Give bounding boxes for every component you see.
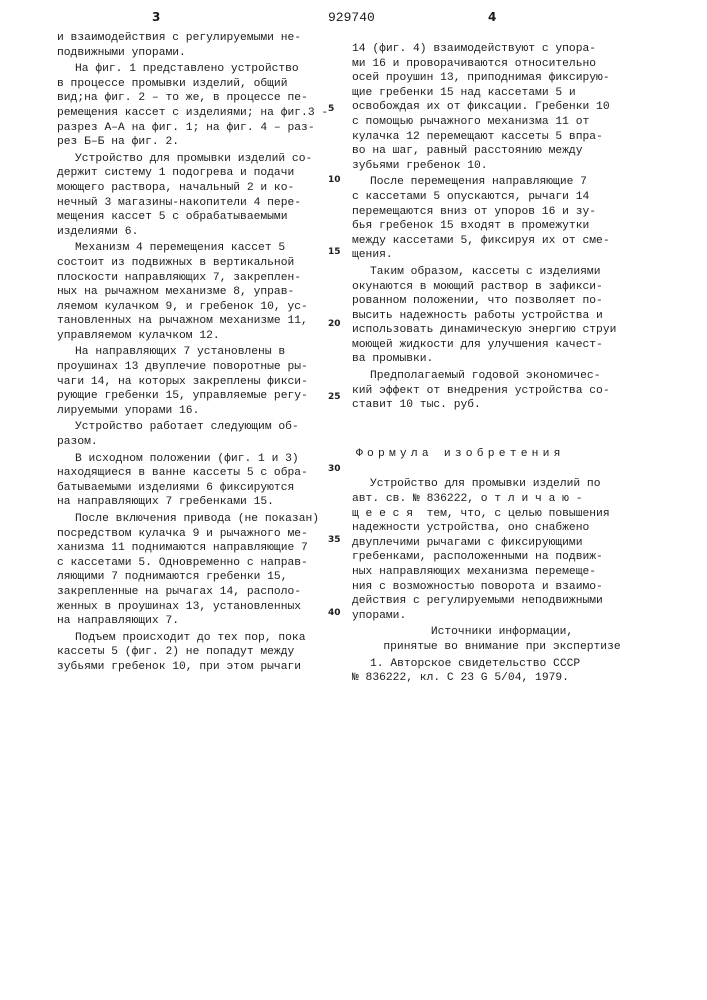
paragraph [352, 369, 652, 413]
text-line: посредством кулачка 9 и рычажного ме- [57, 527, 332, 542]
text-line: в процессе промывки изделий, общий [57, 77, 332, 92]
text-line: окунаются в моющий раствор в зафикси- [352, 280, 652, 295]
line-mark: 5 [328, 104, 334, 114]
text-line: ва промывки. [352, 352, 652, 367]
text-line: разом. [57, 435, 332, 450]
line-mark: 25 [328, 392, 341, 402]
right-column [352, 40, 652, 686]
text-line: ставит 10 тыс. руб. [352, 398, 652, 413]
text-line: ляемом кулачком 9, и гребенок 10, ус- [57, 300, 332, 315]
text-line: состоит из подвижных в вертикальной [57, 256, 332, 271]
paragraph [57, 631, 332, 675]
text-line: освобождая их от фиксации. Гребенки 10 [352, 100, 652, 115]
text-line: подвижными упорами. [57, 46, 332, 61]
text-line: Предполагаемый годовой экономичес- [352, 369, 652, 384]
text-line: щ е е с я тем, что, с целью повышения [352, 507, 652, 522]
left-column [57, 29, 332, 675]
text-line: закрепленные на рычагах 14, располо- [57, 585, 332, 600]
text-line: батываемыми изделиями 6 фиксируются [57, 481, 332, 496]
paragraph [352, 477, 652, 623]
page-number-right: 4 [488, 10, 496, 24]
text-line: рующие гребенки 15, управляемые регу- [57, 389, 332, 404]
text-line: В исходном положении (фиг. 1 и 3) [57, 452, 332, 467]
text-line: перемещаются вниз от упоров 16 и зу- [352, 205, 652, 220]
text-line: ния с возможностью поворота и взаимо- [352, 580, 652, 595]
line-mark: 10 [328, 175, 341, 185]
text-line: чаги 14, на которых закреплены фикси- [57, 375, 332, 390]
text-line: нечный 3 магазины-накопители 4 пере- [57, 196, 332, 211]
text-line: управляемом кулачком 12. [57, 329, 332, 344]
text-line: упорами. [352, 609, 652, 624]
text-line: Таким образом, кассеты с изделиями [352, 265, 652, 280]
paragraph [352, 42, 652, 173]
text-line: между кассетами 5, фиксируя их от сме- [352, 234, 652, 249]
text-line: рованном положении, что позволяет по- [352, 294, 652, 309]
text-line: На направляющих 7 установлены в [57, 345, 332, 360]
text-line: После перемещения направляющие 7 [352, 175, 652, 190]
text-line: После включения привода (не показан) [57, 512, 332, 527]
text-line: ляющими 7 поднимаются гребенки 15, [57, 570, 332, 585]
text-line: на направляющих 7. [57, 614, 332, 629]
text-line: и взаимодействия с регулируемыми не- [57, 31, 332, 46]
text-line: моющей жидкости для улучшения качест- [352, 338, 652, 353]
text-line: ремещения кассет с изделиями; на фиг.3 - [57, 106, 332, 121]
line-mark: 35 [328, 535, 341, 545]
text-line: бья гребенок 15 входят в промежутки [352, 219, 652, 234]
paragraph [352, 175, 652, 263]
text-line: держит систему 1 подогрева и подачи [57, 166, 332, 181]
paragraph [57, 152, 332, 240]
text-line: ми 16 и проворачиваются относительно [352, 57, 652, 72]
text-line: Механизм 4 перемещения кассет 5 [57, 241, 332, 256]
page-number-left: 3 [152, 10, 160, 24]
text-line: ных направляющих механизма перемеще- [352, 565, 652, 580]
text-line: осей проушин 13, приподнимая фиксирую- [352, 71, 652, 86]
text-line: На фиг. 1 представлено устройство [57, 62, 332, 77]
paragraph [352, 625, 652, 654]
text-line: вид;на фиг. 2 – то же, в процессе пе- [57, 91, 332, 106]
text-line: во на шаг, равный расстоянию между [352, 144, 652, 159]
text-line: авт. св. № 836222, о т л и ч а ю - [352, 492, 652, 507]
text-line: с кассетами 5. Одновременно с направ- [57, 556, 332, 571]
text-line: использовать динамическую энергию струи [352, 323, 652, 338]
paragraph [352, 265, 652, 367]
paragraph [57, 345, 332, 418]
text-line: 14 (фиг. 4) взаимодействуют с упора- [352, 42, 652, 57]
text-line: щения. [352, 248, 652, 263]
text-line: находящиеся в ванне кассеты 5 с обра- [57, 466, 332, 481]
line-mark: 15 [328, 247, 341, 257]
text-line: ных на рычажном механизме 8, управ- [57, 285, 332, 300]
paragraph [57, 241, 332, 343]
text-line: проушинах 13 двуплечие поворотные ры- [57, 360, 332, 375]
patent-number: 929740 [328, 10, 375, 25]
text-line: тановленных на рычажном механизме 11, [57, 314, 332, 329]
text-line: зубьями гребенок 10, при этом рычаги [57, 660, 332, 675]
text-line: разрез А–А на фиг. 1; на фиг. 4 – раз- [57, 121, 332, 136]
text-line: надежности устройства, оно снабжено [352, 521, 652, 536]
text-line: женных в проушинах 13, установленных [57, 600, 332, 615]
text-line: Подъем происходит до тех пор, пока [57, 631, 332, 646]
section-heading [352, 447, 652, 462]
text-line: щие гребенки 15 над кассетами 5 и [352, 86, 652, 101]
text-line: с кассетами 5 опускаются, рычаги 14 [352, 190, 652, 205]
text-line: Источники информации, [352, 625, 652, 640]
paragraph [57, 420, 332, 449]
paragraph [57, 512, 332, 629]
line-mark: 20 [328, 319, 341, 329]
paragraph [352, 657, 652, 686]
text-line: гребенками, расположенными на подвиж- [352, 550, 652, 565]
paragraph [57, 452, 332, 510]
text-line: мещения кассет 5 с обрабатываемыми [57, 210, 332, 225]
text-line: принятые во внимание при экспертизе [352, 640, 652, 655]
text-line: на направляющих 7 гребенками 15. [57, 495, 332, 510]
text-line: двуплечими рычагами с фиксирующими [352, 536, 652, 551]
text-line: высить надежность работы устройства и [352, 309, 652, 324]
line-mark: 40 [328, 608, 341, 618]
text-line: моющего раствора, начальный 2 и ко- [57, 181, 332, 196]
text-line: рез Б–Б на фиг. 2. [57, 135, 332, 150]
text-line: 1. Авторское свидетельство СССР [352, 657, 652, 672]
text-line: ханизма 11 поднимаются направляющие 7 [57, 541, 332, 556]
paragraph [57, 62, 332, 150]
text-line: плоскости направляющих 7, закреплен- [57, 271, 332, 286]
text-line: с помощью рычажного механизма 11 от [352, 115, 652, 130]
text-line: лируемыми упорами 16. [57, 404, 332, 419]
text-line: зубьями гребенок 10. [352, 159, 652, 174]
text-line: кий эффект от внедрения устройства со- [352, 384, 652, 399]
text-line: действия с регулируемыми неподвижными [352, 594, 652, 609]
text-line: кулачка 12 перемещают кассеты 5 впра- [352, 130, 652, 145]
text-line: Устройство для промывки изделий по [352, 477, 652, 492]
text-line: кассеты 5 (фиг. 2) не попадут между [57, 645, 332, 660]
text-line: Устройство работает следующим об- [57, 420, 332, 435]
text-line: Устройство для промывки изделий со- [57, 152, 332, 167]
paragraph [57, 31, 332, 60]
text-line: изделиями 6. [57, 225, 332, 240]
text-line: № 836222, кл. С 23 G 5/04, 1979. [352, 671, 652, 686]
text-line: Формула изобретения [356, 447, 652, 462]
line-mark: 30 [328, 464, 341, 474]
